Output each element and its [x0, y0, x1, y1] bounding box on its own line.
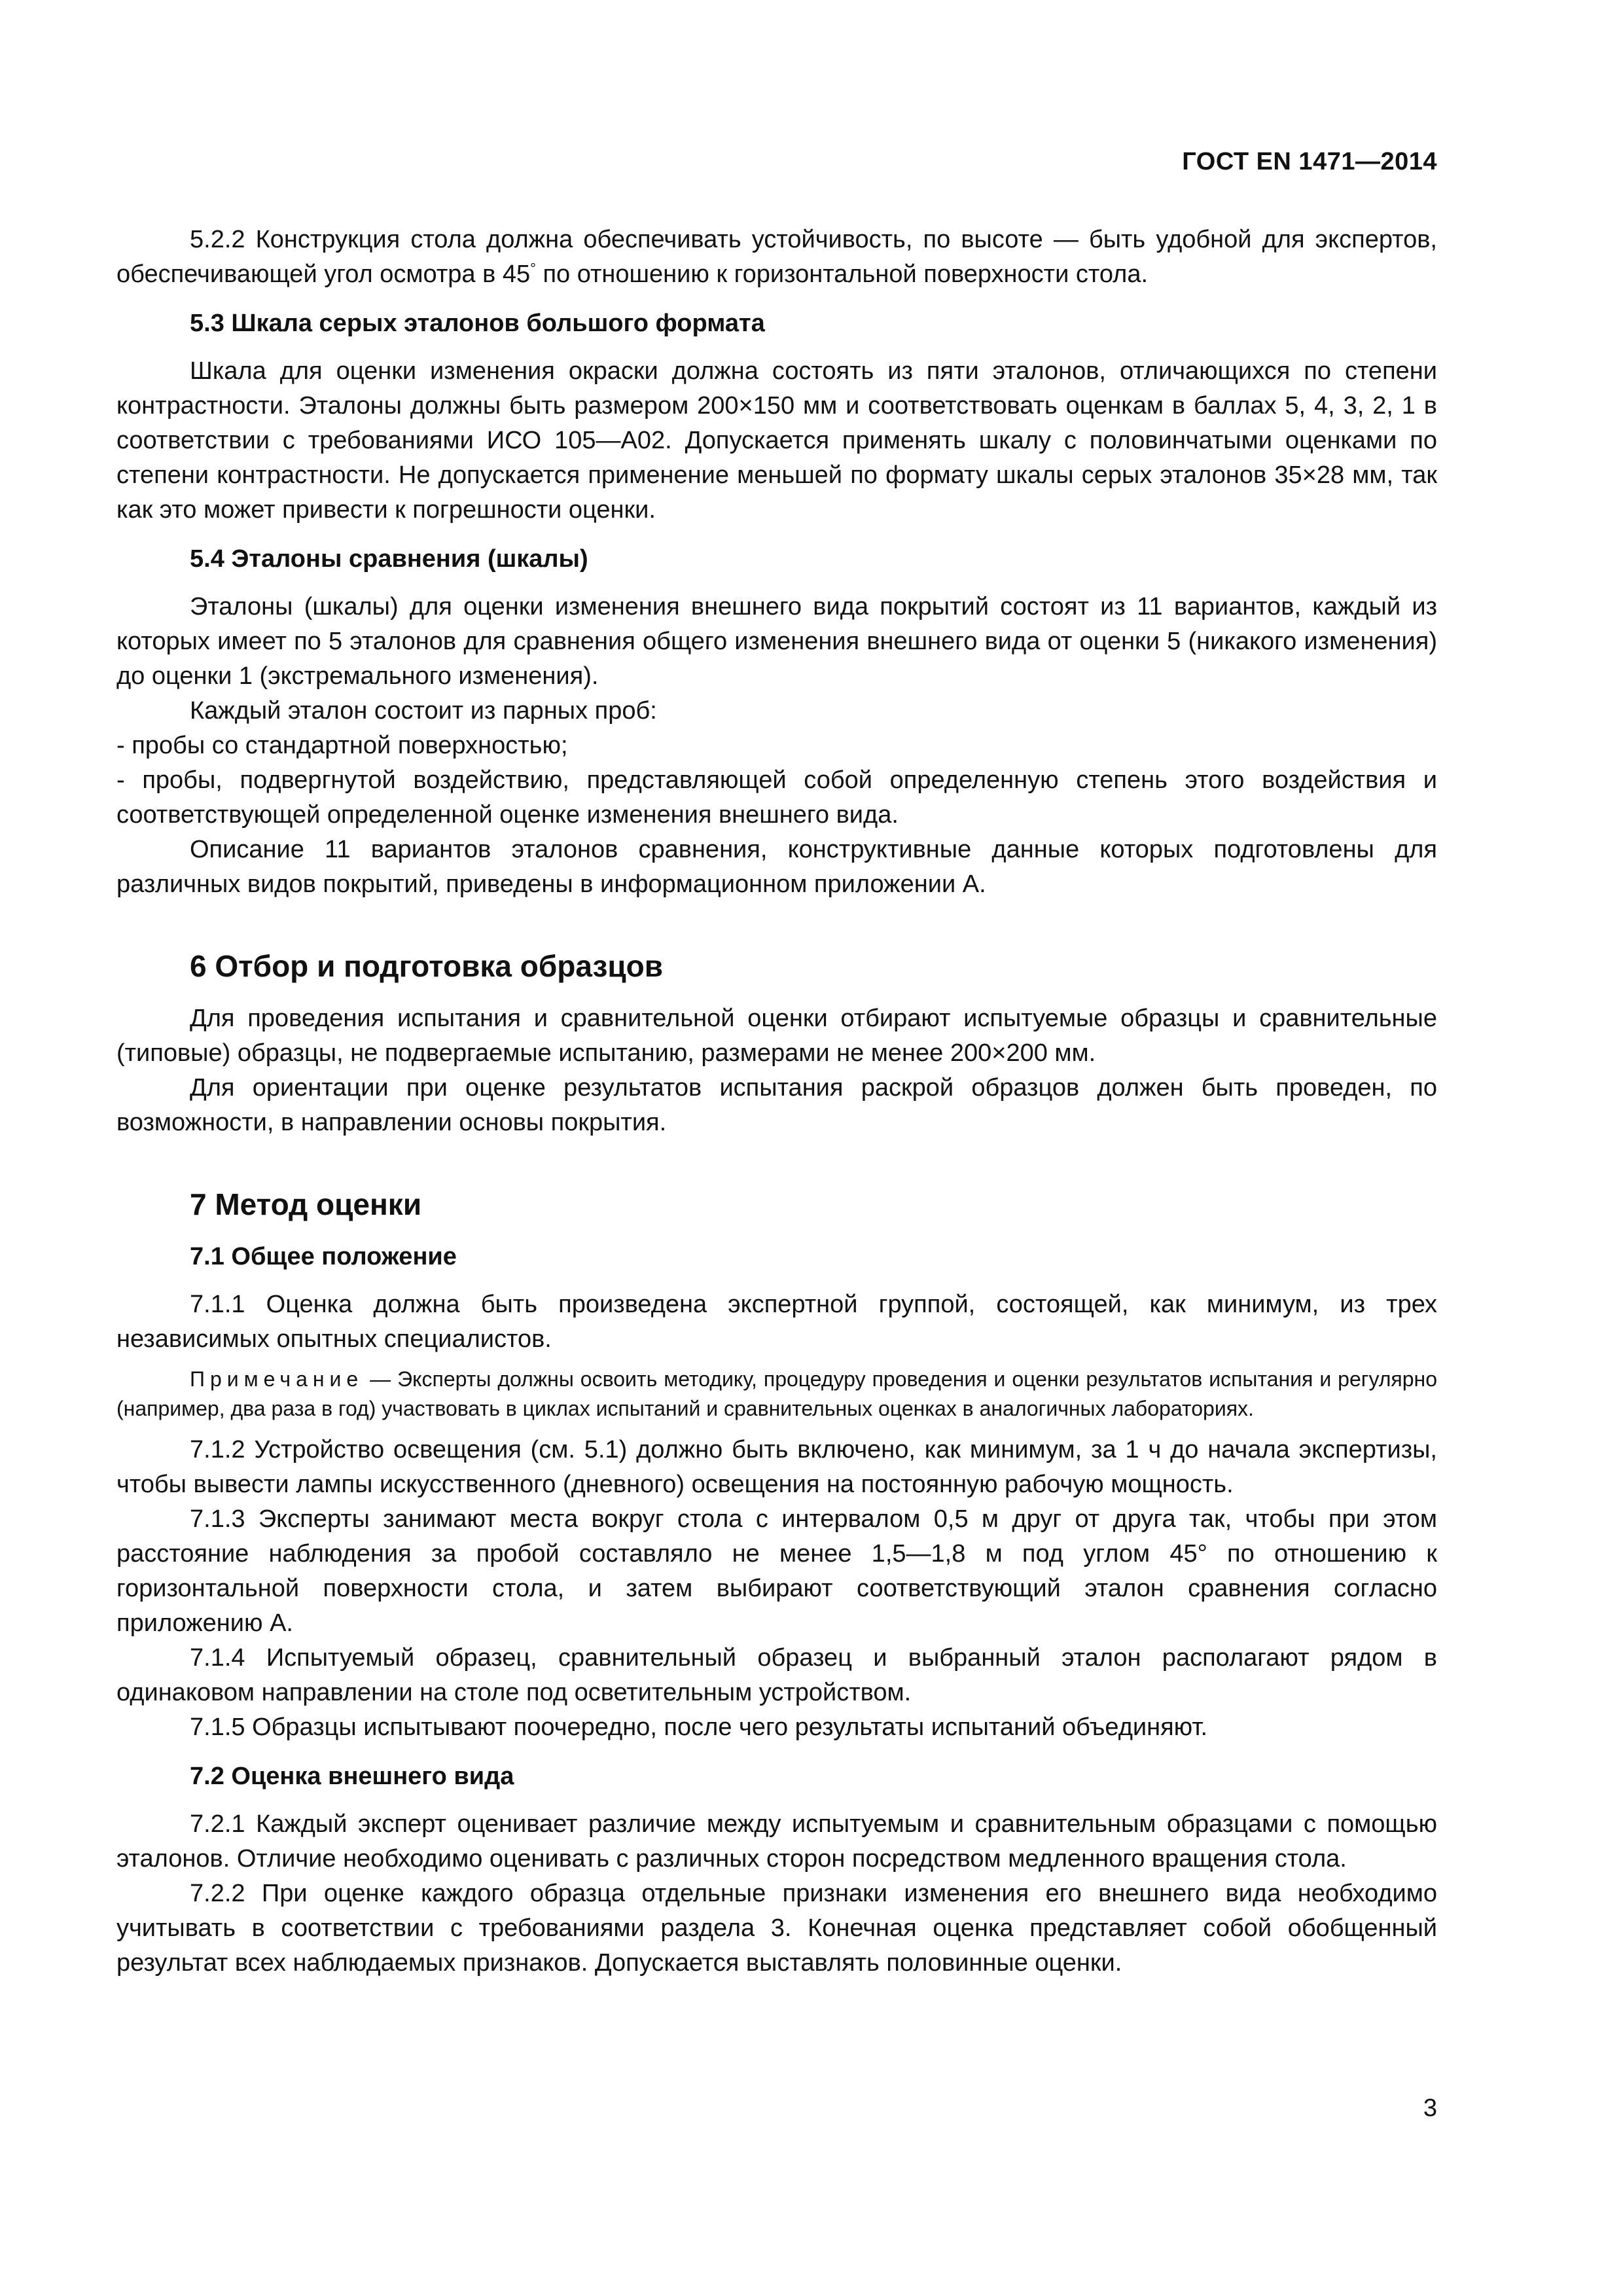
heading-section-6: 6 Отбор и подготовка образцов — [190, 949, 664, 983]
paragraph-5-4-1: Эталоны (шкалы) для оценки изменения внешнего вида покрытий состоят из 11 вариантов, каждый из которых имеет по 5 эталонов для сравнения общего изменения внешнего вида от оценки 5 (никакого изменения) до оценки 1 (экстремального изменения). — [116, 593, 1437, 690]
heading-7-1: 7.1 Общее положение — [190, 1243, 457, 1270]
standard-designation: ГОСТ EN 1471—2014 — [1182, 148, 1437, 175]
heading-5-4: 5.4 Эталоны сравнения (шкалы) — [190, 545, 588, 573]
paragraph-5-4-2: Каждый эталон состоит из парных проб: — [190, 697, 657, 725]
paragraph-7-1-2: 7.1.2 Устройство освещения (см. 5.1) должно быть включено, как минимум, за 1 ч до начала экспертизы, чтобы вывести лампы искусственного (дневного) освещения на постоянную рабочую мощность. — [116, 1436, 1437, 1498]
paragraph-5-2-2 — [116, 223, 1437, 292]
paragraph-7-1-4: 7.1.4 Испытуемый образец, сравнительный образец и выбранный эталон располагают рядом в одинаковом направлении на столе под осветительным устройством. — [116, 1644, 1437, 1706]
paragraph-6-1: Для проведения испытания и сравнительной оценки отбирают испытуемые образцы и сравнительные (типовые) образцы, не подвергаемые испытанию, размерами не менее 200×200 мм. — [116, 1005, 1437, 1067]
document-body — [116, 223, 1437, 1981]
note-label: Примечание — [190, 1367, 364, 1391]
note-7-1 — [116, 1365, 1437, 1424]
heading-section-7: 7 Метод оценки — [190, 1187, 422, 1221]
paragraph-5-2-2-text-before: 5.2.2 Конструкция стола должна обеспечивать устойчивость, по высоте — быть удобной для экспертов, обеспечивающей угол осмотра в 45 — [116, 226, 1437, 288]
degree-sign: ° — [530, 260, 536, 277]
list-item-standard-surface: - пробы со стандартной поверхностью; — [116, 732, 568, 759]
paragraph-6-2: Для ориентации при оценке результатов испытания раскрой образцов должен быть проведен, по возможности, в направлении основы покрытия. — [116, 1074, 1437, 1136]
heading-7-2: 7.2 Оценка внешнего вида — [190, 1763, 514, 1790]
list-item-exposed-sample: - пробы, подвергнутой воздействию, представляющей собой определенную степень этого воздействия и соответствующей определенной оценке изменения внешнего вида. — [116, 766, 1437, 829]
paragraph-5-4-5: Описание 11 вариантов эталонов сравнения, конструктивные данные которых подготовлены для различных видов покрытий, приведены в информационном приложении А. — [116, 836, 1437, 898]
paragraph-7-2-2: 7.2.2 При оценке каждого образца отдельные признаки изменения его внешнего вида необходимо учитывать в соответствии с требованиями раздела 3. Конечная оценка представляет собой обобщенный результат всех наблюдаемых признаков. Допускается выставлять половинные оценки. — [116, 1880, 1437, 1977]
paragraph-7-1-5: 7.1.5 Образцы испытывают поочередно, после чего результаты испытаний объединяют. — [190, 1713, 1208, 1741]
paragraph-5-3-1: Шкала для оценки изменения окраски должна состоять из пяти эталонов, отличающихся по степени контрастности. Эталоны должны быть размером 200×150 мм и соответствовать оценкам в баллах 5, 4, 3, 2, 1 в соответствии с требованиями ИСО 105—А02. Допускается применять шкалу с половинчатыми оценками по степени контрастности. Не допускается применение меньшей по формату шкалы серых эталонов 35×28 мм, так как это может привести к погрешности оценки. — [116, 357, 1437, 524]
note-text: — Эксперты должны освоить методику, процедуру проведения и оценки результатов испытания и регулярно (например, два раза в год) участвовать в циклах испытаний и сравнительных оценках в аналогичных лабораториях. — [116, 1367, 1437, 1420]
page-number: 3 — [1423, 2094, 1437, 2122]
paragraph-7-1-3: 7.1.3 Эксперты занимают места вокруг стола с интервалом 0,5 м друг от друга так, чтобы при этом расстояние наблюдения за пробой составляло не менее 1,5—1,8 м под углом 45° по отношению к горизонтальной поверхности стола, и затем выбирают соответствующий эталон сравнения согласно приложению А. — [116, 1505, 1437, 1637]
paragraph-5-2-2-text-after: по отношению к горизонтальной поверхности стола. — [535, 260, 1149, 288]
paragraph-7-1-1: 7.1.1 Оценка должна быть произведена экспертной группой, состоящей, как минимум, из трех независимых опытных специалистов. — [116, 1291, 1437, 1353]
document-page — [116, 0, 1437, 2296]
heading-5-3: 5.3 Шкала серых эталонов большого формата — [190, 310, 765, 337]
paragraph-7-2-1: 7.2.1 Каждый эксперт оценивает различие между испытуемым и сравнительным образцами с помощью эталонов. Отличие необходимо оценивать с различных сторон посредством медленного вращения стола. — [116, 1810, 1437, 1873]
